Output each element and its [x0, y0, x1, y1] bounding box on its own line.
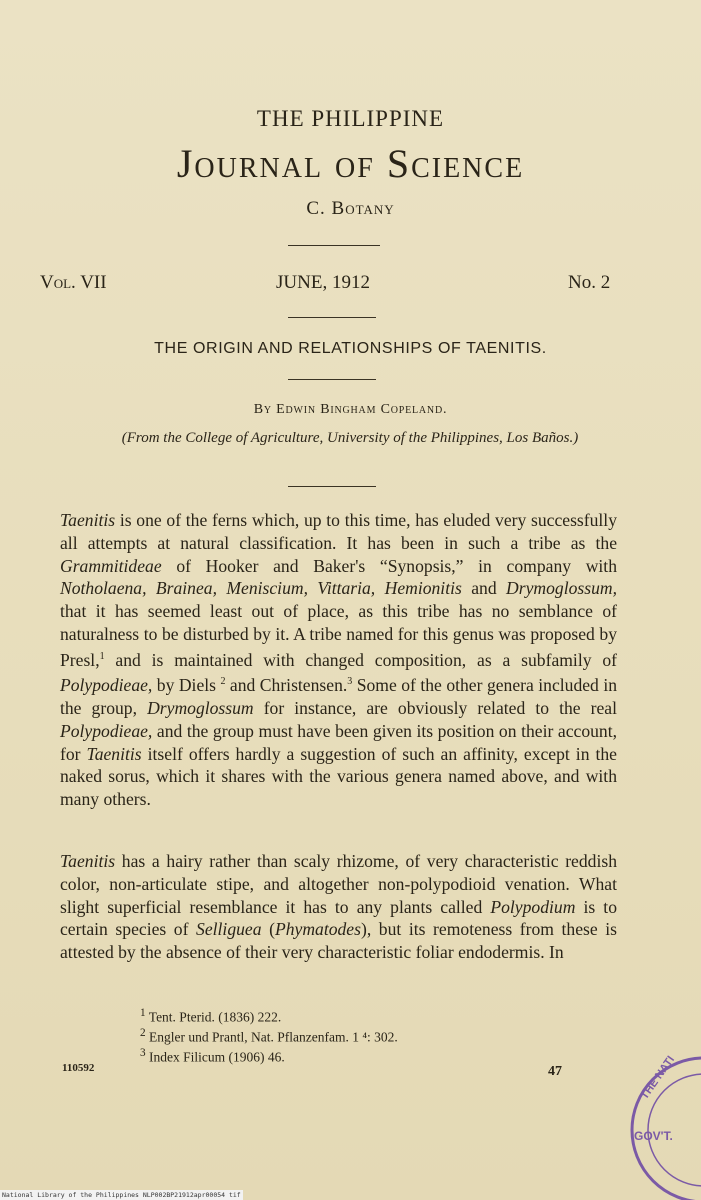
text-run: that it has seemed least out of place, as this tribe has no semblance of naturalness to be disturbed by it. A tribe named for this genus was proposed by Presl,	[60, 601, 617, 670]
text-run: (	[261, 919, 275, 940]
journal-name-line1: THE PHILIPPINE	[256, 106, 445, 131]
text-run: for instance, are obviously related to the real	[253, 698, 617, 719]
journal-section: C. Botany	[306, 198, 395, 219]
italic-text: Drymoglossum,	[506, 578, 617, 599]
divider	[288, 379, 376, 380]
author-affiliation: (From the College of Agriculture, University of the Philippines, Los Baños.)	[121, 430, 579, 446]
text-run: Some of the other genera included in the group,	[60, 675, 618, 719]
italic-text: Selliguea	[196, 919, 262, 940]
italic-text: Phymatodes	[274, 919, 361, 940]
body-paragraph-2	[60, 850, 617, 964]
footnote-text: Index Filicum (1906) 46.	[149, 1049, 285, 1065]
footnote-text: Tent. Pterid. (1836) 222.	[148, 1009, 282, 1025]
footnote-mark: 1	[140, 1007, 146, 1019]
footnote-reference: 2	[220, 676, 226, 688]
text-run: ), but its remoteness from these is attested by the absence of their very characteristic foliar endodermis. In	[60, 919, 618, 963]
footnote-mark: 2	[140, 1027, 146, 1039]
page-number: 47	[548, 1064, 562, 1079]
footnote-reference: 1	[99, 650, 105, 662]
footnote-reference: 3	[347, 676, 353, 688]
text-run: is to certain species of	[60, 896, 617, 940]
text-run: itself offers hardly a suggestion of such an affinity, except in the naked sorus, which it shares with the various genera named above, and with many others.	[60, 743, 617, 810]
footnote-text: Engler und Prantl, Nat. Pflanzenfam. 1 ⁴: 302.	[149, 1029, 398, 1045]
text-run: of Hooker and Baker's “Synopsis,” in company with	[161, 555, 617, 576]
italic-text: Grammitideae	[60, 555, 162, 576]
text-run: has a hairy rather than scaly rhizome, of very characteristic reddish color, non-articulate stipe, and altogether non-polypodioid venation. What slight superficial resemblance it has to any plants called	[60, 851, 617, 917]
italic-text: Taenitis	[60, 510, 116, 530]
divider	[288, 245, 380, 246]
journal-name-line2: Journal of Science	[176, 141, 525, 186]
text-run: by Diels	[152, 675, 221, 696]
author-byline: By Edwin Bingham Copeland.	[253, 402, 448, 417]
text-run: and is maintained with changed composition, as a subfamily of	[104, 649, 617, 670]
italic-text: Drymoglossum	[147, 698, 254, 719]
article-title: THE ORIGIN AND RELATIONSHIPS OF TAENITIS.	[154, 340, 547, 357]
italic-text: Notholaena, Brainea, Meniscium, Vittaria, Hemionitis	[60, 578, 462, 599]
library-stamp	[612, 1044, 701, 1200]
issue-date: JUNE, 1912	[276, 272, 370, 293]
text-run: and the group must have been given its position on their account, for	[60, 720, 617, 764]
stamp-top-text: THE NATI	[638, 1053, 678, 1102]
volume-label: Vol. VII	[40, 272, 107, 293]
italic-text: Polypodieae,	[60, 675, 153, 696]
divider	[288, 317, 376, 318]
italic-text: Polypodium	[490, 896, 576, 917]
accession-number: 110592	[62, 1062, 95, 1074]
stamp-bottom-text: GOV'T.	[634, 1129, 673, 1143]
text-run: and Christensen.	[225, 675, 348, 696]
italic-text: Taenitis	[86, 743, 142, 764]
text-run: is one of the ferns which, up to this time, has eluded very successfully all attempts at natural classification. It has been in such a tribe as the	[60, 510, 617, 553]
footnote	[140, 1043, 285, 1068]
divider	[288, 486, 376, 487]
italic-text: Polypodieae,	[60, 720, 153, 741]
footnote-mark: 3	[140, 1047, 146, 1059]
scan-footer: National Library of the Philippines NLP002BP21912apr00054 tif	[2, 1191, 241, 1199]
issue-number: No. 2	[568, 272, 611, 293]
text-run: and	[461, 578, 507, 599]
body-paragraph-1	[60, 509, 617, 811]
italic-text: Taenitis	[60, 851, 116, 871]
